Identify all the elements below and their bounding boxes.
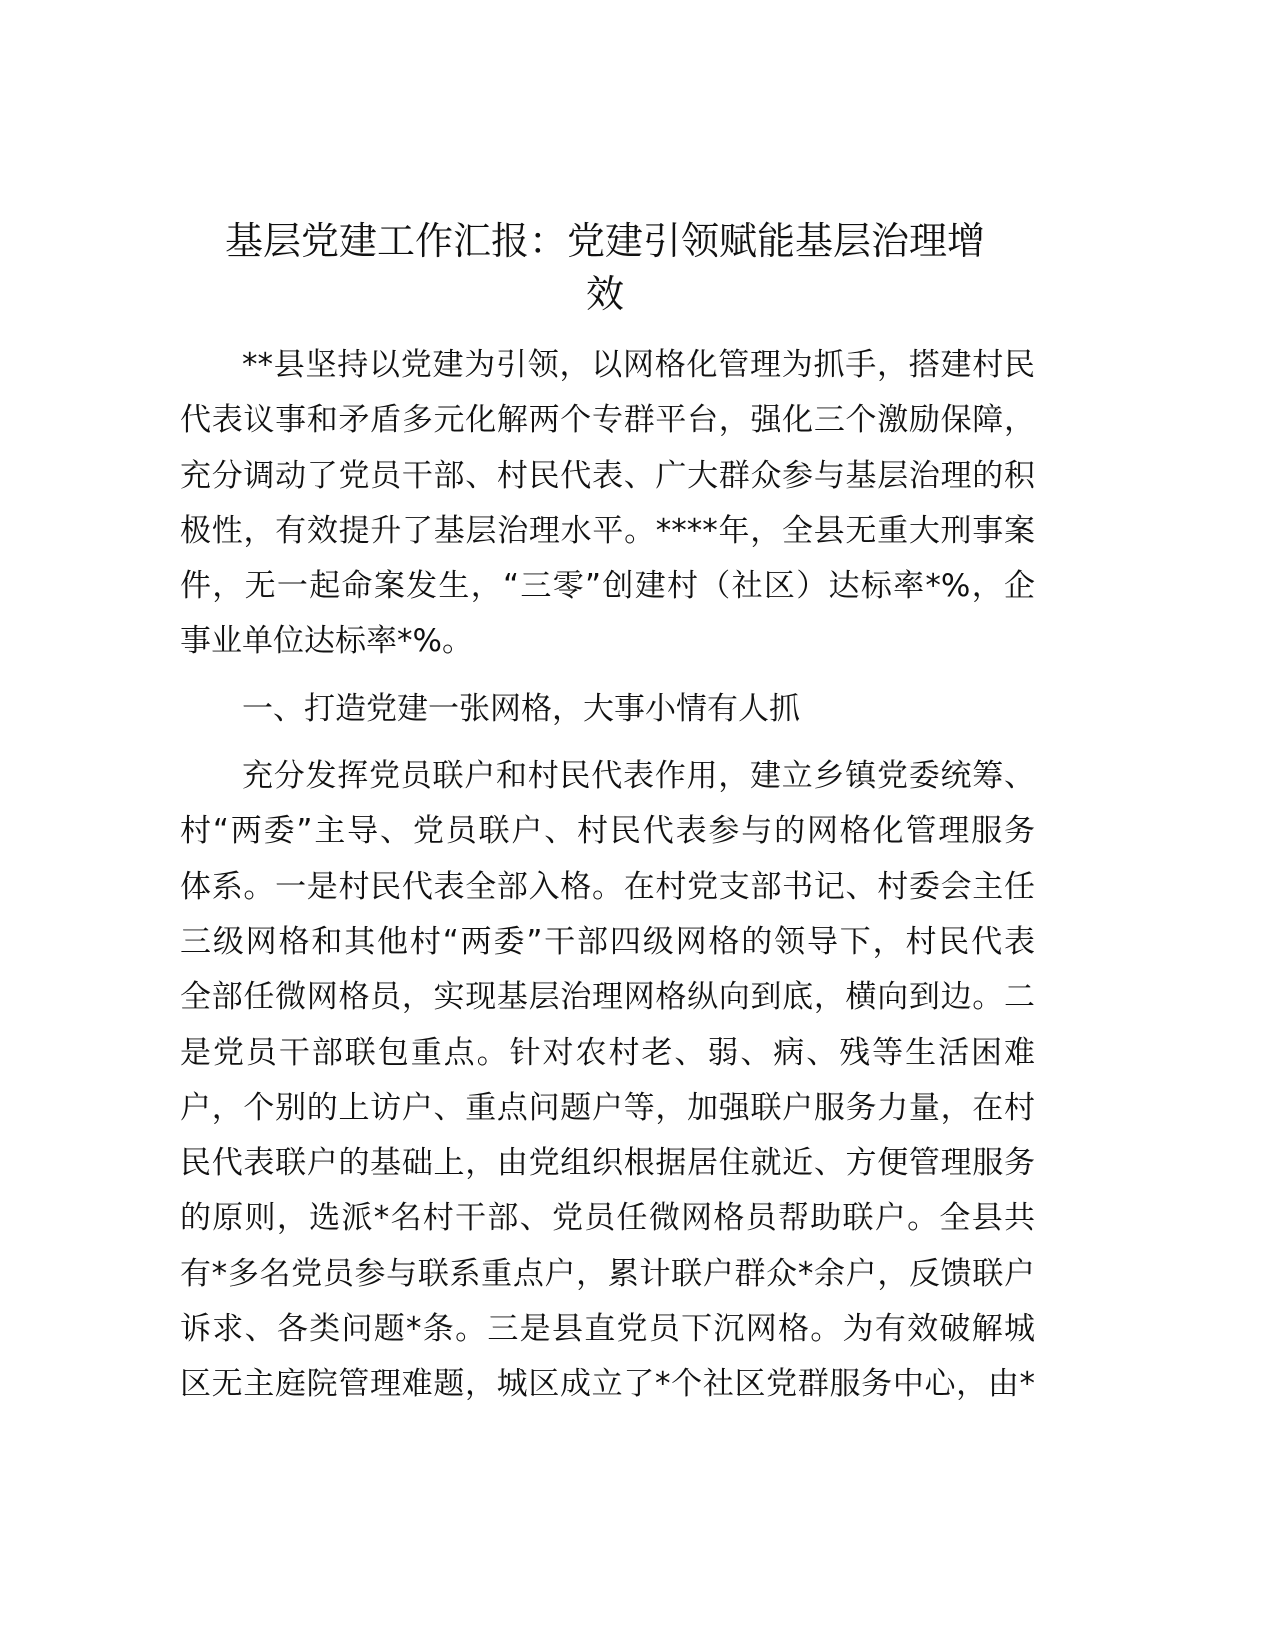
text-line: 极性，有效提升了基层治理水平。****年，全县无重大刑事案	[180, 512, 1035, 549]
document-body	[180, 338, 1035, 1413]
text-line: 全部任微网格员，实现基层治理网格纵向到底，横向到边。二	[180, 979, 1035, 1016]
text-line: 区无主庭院管理难题，城区成立了*个社区党群服务中心，由*	[180, 1366, 1035, 1403]
text-line: 的原则，选派*名村干部、党员任微网格员帮助联户。全县共	[180, 1200, 1035, 1237]
text-line: 充分发挥党员联户和村民代表作用，建立乡镇党委统筹、	[242, 758, 1035, 795]
text-line: 充分调动了党员干部、村民代表、广大群众参与基层治理的积	[180, 457, 1035, 494]
title-line: 基层党建工作汇报：党建引领赋能基层治理增	[224, 219, 985, 263]
document-title	[170, 215, 1040, 321]
title-line: 效	[585, 272, 624, 316]
text-line: 有*多名党员参与联系重点户，累计联户群众*余户，反馈联户	[180, 1255, 1035, 1292]
text-line: 件，无一起命案发生，“三零”创建村（社区）达标率*%，企	[180, 568, 1035, 605]
heading-line: 一、打造党建一张网格，大事小情有人抓	[242, 690, 800, 727]
text-line: 三级网格和其他村“两委”干部四级网格的领导下，村民代表	[180, 923, 1035, 960]
text-line: 事业单位达标率*%。	[180, 623, 473, 660]
text-line: 村“两委”主导、党员联户、村民代表参与的网格化管理服务	[180, 813, 1035, 850]
section-heading	[180, 682, 1035, 737]
intro-paragraph	[180, 338, 1035, 670]
text-line: 户，个别的上访户、重点问题户等，加强联户服务力量，在村	[180, 1089, 1035, 1126]
text-line: 诉求、各类问题*条。三是县直党员下沉网格。为有效破解城	[180, 1311, 1035, 1348]
text-line: 是党员干部联包重点。针对农村老、弱、病、残等生活困难	[180, 1034, 1035, 1071]
section-paragraph	[180, 749, 1035, 1413]
text-line: 民代表联户的基础上，由党组织根据居住就近、方便管理服务	[180, 1145, 1035, 1182]
text-line: 体系。一是村民代表全部入格。在村党支部书记、村委会主任	[180, 868, 1035, 905]
text-line: 代表议事和矛盾多元化解两个专群平台，强化三个激励保障，	[180, 402, 1035, 439]
text-line: **县坚持以党建为引领，以网格化管理为抓手，搭建村民	[242, 347, 1035, 383]
